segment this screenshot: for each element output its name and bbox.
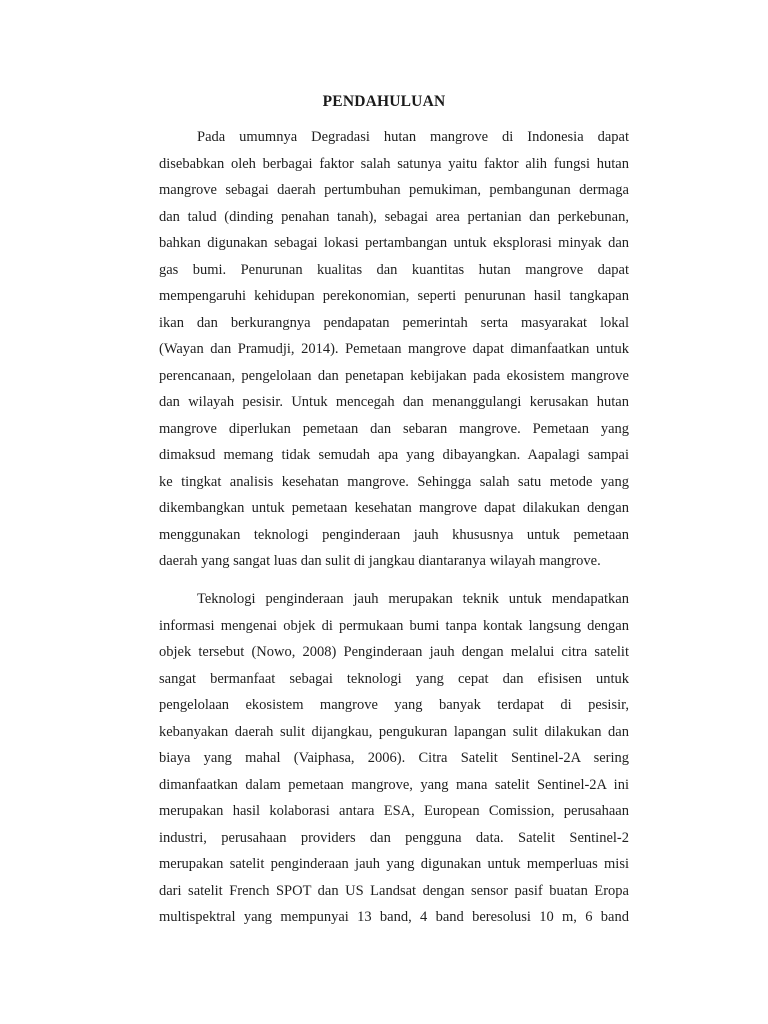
text-line: menggunakan teknologi penginderaan jauh khususnya untuk pemetaan	[159, 526, 629, 543]
text-line: gas bumi. Penurunan kualitas dan kuantitas hutan mangrove dapat	[159, 261, 629, 278]
text-line: dari satelit French SPOT dan US Landsat dengan sensor pasif buatan Eropa	[159, 882, 629, 899]
text-line: merupakan satelit penginderaan jauh yang digunakan untuk memperluas misi	[159, 856, 629, 872]
text-line: dan talud (dinding penahan tanah), sebagai area pertanian dan perkebunan,	[159, 208, 629, 225]
page-title: PENDAHULUAN	[322, 93, 446, 110]
text-line: multispektral yang mempunyai 13 band, 4 band beresolusi 10 m, 6 band	[159, 909, 629, 925]
text-line: mangrove sebagai daerah pertumbuhan pemukiman, pembangunan dermaga	[159, 182, 629, 198]
text-line: perencanaan, pengelolaan dan penetapan kebijakan pada ekosistem mangrove	[159, 367, 629, 384]
text-line: biaya yang mahal (Vaiphasa, 2006). Citra Satelit Sentinel-2A sering	[159, 750, 629, 766]
text-line: dikembangkan untuk pemetaan kesehatan mangrove dapat dilakukan dengan	[159, 500, 629, 516]
text-line: disebabkan oleh berbagai faktor salah satunya yaitu faktor alih fungsi hutan	[159, 155, 629, 172]
text-line: ikan dan berkurangnya pendapatan pemerintah serta masyarakat lokal	[159, 314, 629, 331]
text-line: daerah yang sangat luas dan sulit di jangkau diantaranya wilayah mangrove.	[159, 553, 601, 569]
text-line: dimaksud memang tidak semudah apa yang dibayangkan. Aapalagi sampai	[159, 447, 629, 463]
text-line: merupakan hasil kolaborasi antara ESA, European Comission, perusahaan	[159, 803, 629, 819]
text-line: sangat bermanfaat sebagai teknologi yang cepat dan efisisen untuk	[159, 670, 629, 687]
text-line: ke tingkat analisis kesehatan mangrove. Sehingga salah satu metode yang	[159, 473, 629, 490]
text-line: Teknologi penginderaan jauh merupakan teknik untuk mendapatkan	[197, 591, 629, 607]
text-line: industri, perusahaan providers dan pengguna data. Satelit Sentinel-2	[159, 829, 629, 846]
text-line: informasi mengenai objek di permukaan bumi tanpa kontak langsung dengan	[159, 617, 629, 634]
text-line: pengelolaan ekosistem mangrove yang banyak terdapat di pesisir,	[159, 697, 629, 713]
text-line: mempengaruhi kehidupan perekonomian, seperti penurunan hasil tangkapan	[159, 288, 629, 304]
text-line: dan wilayah pesisir. Untuk mencegah dan menanggulangi kerusakan hutan	[159, 394, 629, 410]
paragraph-1	[159, 124, 629, 575]
paragraph-2	[159, 586, 629, 931]
text-line: objek tersebut (Nowo, 2008) Penginderaan jauh dengan melalui citra satelit	[159, 644, 629, 660]
text-line: Pada umumnya Degradasi hutan mangrove di Indonesia dapat	[197, 129, 629, 145]
text-line: mangrove diperlukan pemetaan dan sebaran mangrove. Pemetaan yang	[159, 420, 629, 437]
text-line: (Wayan dan Pramudji, 2014). Pemetaan mangrove dapat dimanfaatkan untuk	[159, 341, 629, 357]
text-line: dimanfaatkan dalam pemetaan mangrove, yang mana satelit Sentinel-2A ini	[159, 776, 629, 793]
text-line: kebanyakan daerah sulit dijangkau, pengukuran lapangan sulit dilakukan dan	[159, 723, 629, 740]
text-line: bahkan digunakan sebagai lokasi pertambangan untuk eksplorasi minyak dan	[159, 235, 629, 251]
